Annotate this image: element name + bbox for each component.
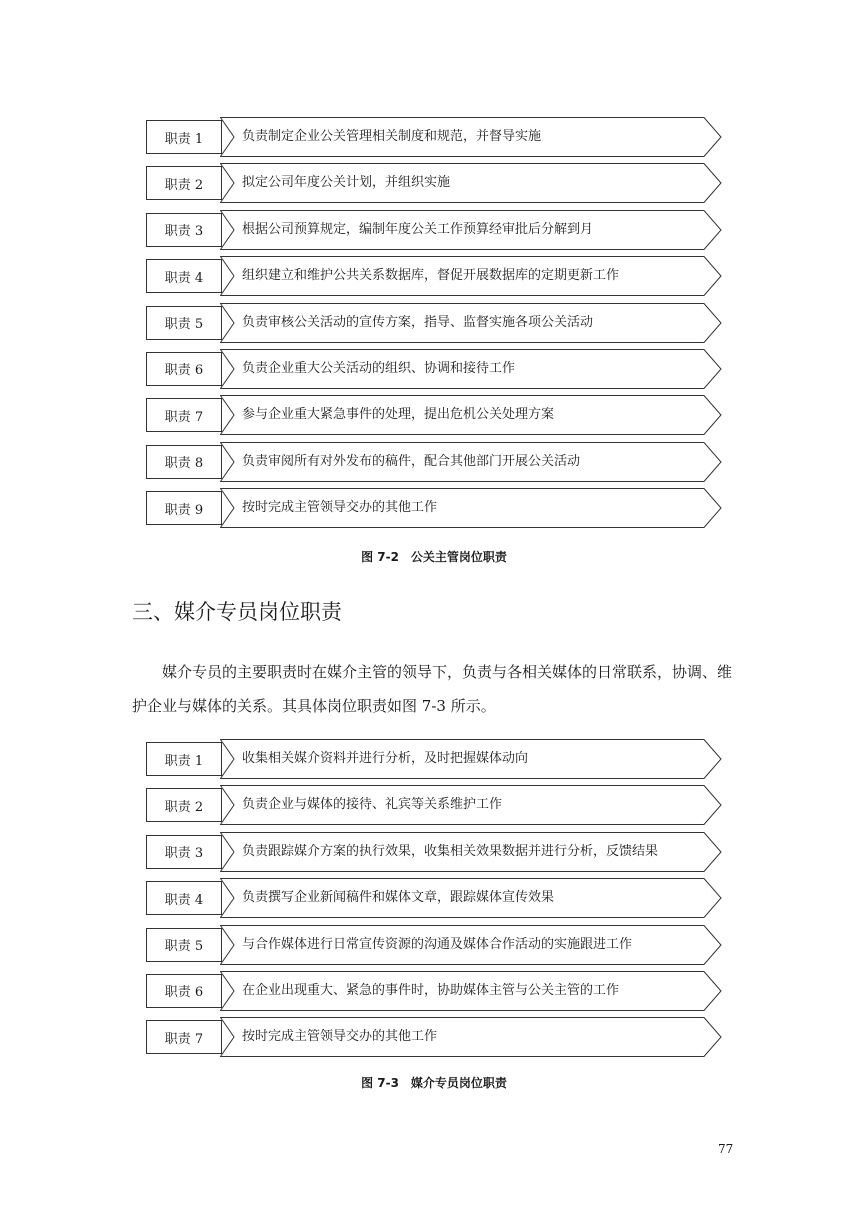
duty-description: 负责审阅所有对外发布的稿件，配合其他部门开展公关活动 — [242, 453, 581, 469]
duty-label: 职责 7 — [146, 398, 222, 432]
duty-row — [142, 971, 724, 1011]
duty-row — [142, 210, 724, 250]
duty-label: 职责 2 — [146, 788, 222, 822]
duty-description: 按时完成主管领导交办的其他工作 — [242, 1029, 438, 1045]
duty-row — [142, 163, 724, 203]
duty-label: 职责 3 — [146, 835, 222, 869]
duty-description: 参与企业重大紧急事件的处理，提出危机公关处理方案 — [242, 407, 555, 423]
duties-diagram-7-3 — [142, 739, 724, 1064]
duty-row — [142, 785, 724, 825]
duty-label: 职责 1 — [146, 742, 222, 776]
diagram-rows — [142, 117, 724, 528]
duty-description: 收集相关媒介资料并进行分析，及时把握媒体动向 — [242, 751, 529, 766]
duty-row — [142, 832, 724, 872]
paragraph-line-1: 媒介专员的主要职责时在媒介主管的领导下，负责与各相关媒体的日常联系，协调、维 — [162, 663, 733, 681]
duty-label: 职责 7 — [146, 1020, 222, 1054]
duty-description: 在企业出现重大、紧急的事件时，协助媒体主管与公关主管的工作 — [242, 982, 620, 998]
duty-label: 职责 1 — [146, 120, 222, 154]
duty-label: 职责 5 — [146, 306, 222, 340]
duties-diagram-7-2 — [142, 117, 724, 535]
duty-description: 拟定公司年度公关计划，并组织实施 — [242, 175, 451, 191]
duty-row — [142, 117, 724, 157]
duty-description: 负责审核公关活动的宣传方案，指导、监督实施各项公关活动 — [242, 314, 594, 330]
duty-label: 职责 4 — [146, 259, 222, 293]
duty-row — [142, 878, 724, 918]
duty-label: 职责 6 — [146, 352, 222, 386]
duty-label: 职责 4 — [146, 881, 222, 915]
duty-row — [142, 739, 724, 779]
figure-caption-7-3: 图 7-3 媒介专员岗位职责 — [361, 1076, 507, 1090]
duty-description: 负责撰写企业新闻稿件和媒体文章，跟踪媒体宣传效果 — [242, 890, 555, 906]
duty-description: 根据公司预算规定，编制年度公关工作预算经审批后分解到月 — [242, 221, 594, 237]
duty-label: 职责 2 — [146, 166, 222, 200]
duty-label: 职责 6 — [146, 974, 222, 1008]
duty-row — [142, 395, 724, 435]
section-title: 三、媒介专员岗位职责 — [132, 600, 342, 624]
duty-row — [142, 925, 724, 965]
duty-description: 负责跟踪媒介方案的执行效果，收集相关效果数据并进行分析，反馈结果 — [242, 843, 659, 859]
duty-description: 组织建立和维护公共关系数据库，督促开展数据库的定期更新工作 — [242, 268, 620, 284]
duty-label: 职责 5 — [146, 928, 222, 962]
duty-description: 与合作媒体进行日常宣传资源的沟通及媒体合作活动的实施跟进工作 — [242, 936, 633, 952]
duty-row — [142, 1017, 724, 1057]
diagram-rows — [142, 739, 724, 1057]
duty-label: 职责 3 — [146, 213, 222, 247]
duty-description: 负责企业重大公关活动的组织、协调和接待工作 — [242, 360, 516, 376]
duty-row — [142, 442, 724, 482]
duty-row — [142, 488, 724, 528]
duty-label: 职责 8 — [146, 445, 222, 479]
duty-description: 负责企业与媒体的接待、礼宾等关系维护工作 — [242, 797, 503, 813]
duty-label: 职责 9 — [146, 491, 222, 525]
duty-row — [142, 256, 724, 296]
duty-row — [142, 303, 724, 343]
body-paragraph — [132, 655, 740, 723]
duty-description: 按时完成主管领导交办的其他工作 — [242, 500, 438, 516]
paragraph-line-2: 护企业与媒体的关系。其具体岗位职责如图 7-3 所示。 — [132, 697, 496, 715]
duty-row — [142, 349, 724, 389]
duty-description: 负责制定企业公关管理相关制度和规范，并督导实施 — [242, 129, 542, 144]
page-number: 77 — [718, 1142, 734, 1156]
figure-caption-7-2: 图 7-2 公关主管岗位职责 — [361, 550, 507, 564]
